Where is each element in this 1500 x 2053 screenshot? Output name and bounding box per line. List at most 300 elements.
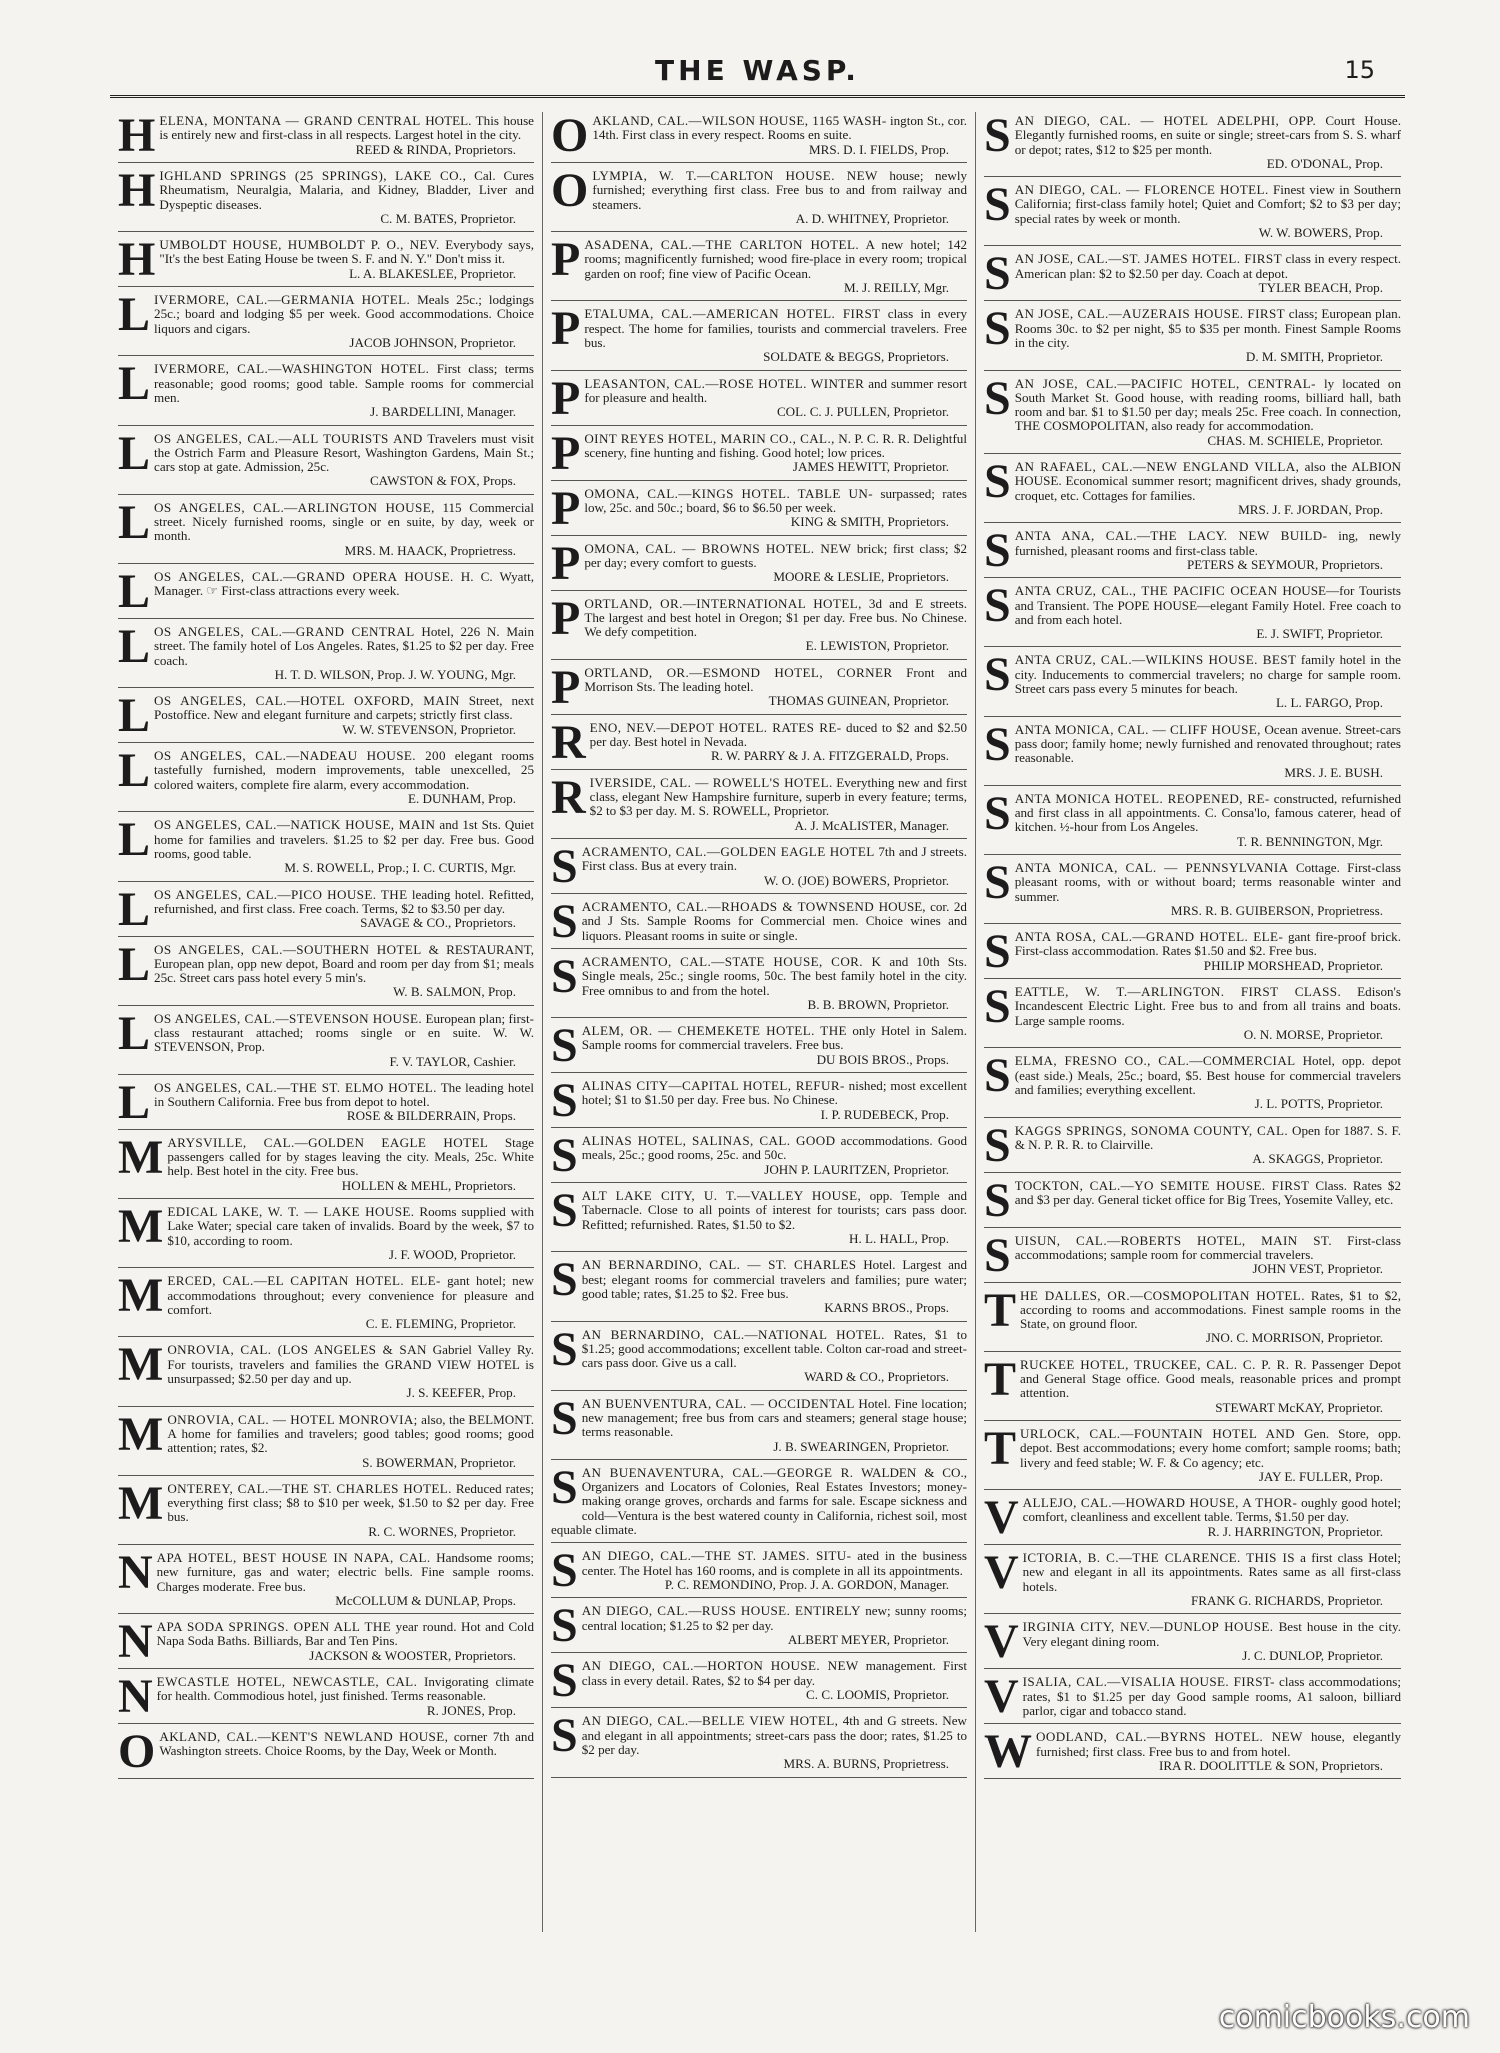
drop-cap-initial: S [984, 302, 1011, 356]
hotel-advertisement [118, 1725, 535, 1779]
ad-heading: AN BERNARDINO, CAL. — ST. CHARLES [581, 1257, 857, 1273]
ad-proprietor: ROSE & BILDERRAIN, Props. [346, 1108, 516, 1124]
hotel-advertisement [551, 536, 968, 591]
ad-proprietor: MOORE & LESLIE, Proprietors. [773, 569, 949, 585]
ad-proprietor: J. F. WOOD, Proprietor. [388, 1246, 516, 1262]
hotel-advertisement [551, 1322, 967, 1391]
ad-heading: AN RAFAEL, CAL.—NEW ENGLAND VILLA, [1014, 459, 1300, 475]
drop-cap-initial: L [118, 288, 151, 342]
hotel-advertisement [551, 660, 968, 715]
ad-body: ly located on South Market St. Good house, with reading rooms, billiard hall, bath room and bar. $1 to $1.50 per day; meals 25c. Free coach. In connection, THE COSMOPOLITAN, also ready for accommodation. [1014, 375, 1401, 434]
ad-heading: ELMA, FRESNO CO., CAL.—COMMERCIAL [1014, 1053, 1296, 1069]
ad-body: oughly good hotel; comfort, cleanliness and excellent table. Terms, $1.50 per day. [1022, 1495, 1401, 1525]
drop-cap-initial: S [984, 247, 1011, 301]
ad-proprietor: JOHN P. LAURITZEN, Proprietor. [764, 1161, 949, 1177]
drop-cap-initial: L [118, 937, 151, 991]
ad-heading: IGHLAND SPRINGS (25 SPRINGS), LAKE CO., [159, 168, 467, 183]
ad-body: Rates, $1 to $1.25; good accommodations; excellent table. Colton car-road and street-cars pass door. Give us a call. [581, 1326, 967, 1371]
ad-body: corner 7th and Washington streets. Choice Rooms, by the Day, Week or Month. [159, 1729, 535, 1759]
ad-body: Rooms supplied with Lake Water; special care taken of invalids. Board by the week, $7 to $10, according to room. [167, 1204, 534, 1248]
ad-heading: TOCKTON, CAL.—YO SEMITE HOUSE. FIRST [1014, 1177, 1310, 1193]
ad-proprietor: M. S. ROWELL, Prop.; I. C. CURTIS, Mgr. [284, 860, 516, 876]
ad-proprietor: L. A. BLAKESLEE, Proprietor. [349, 265, 516, 281]
ad-heading: APA HOTEL, BEST HOUSE IN NAPA, CAL. [156, 1550, 431, 1565]
hotel-advertisement [118, 1338, 535, 1406]
ad-heading: AN DIEGO, CAL.—BELLE VIEW HOTEL, [581, 1713, 839, 1729]
drop-cap-initial: L [118, 813, 151, 867]
drop-cap-initial: O [551, 112, 589, 162]
ad-heading: ISALIA, CAL.—VISALIA HOUSE. FIRST- [1022, 1674, 1275, 1690]
hotel-advertisement [118, 1075, 534, 1130]
hotel-advertisement [551, 715, 967, 770]
ad-proprietor: CHAS. M. SCHIELE, Proprietor. [1207, 432, 1383, 448]
ad-proprietor: O. N. MORSE, Proprietor. [1243, 1027, 1383, 1043]
hotel-advertisement [551, 1184, 967, 1252]
drop-cap-initial: M [118, 1200, 164, 1254]
drop-cap-initial: S [984, 1228, 1011, 1282]
ad-body: surpassed; rates low, 25c. and 50c.; board, $6 to $6.50 per week. [584, 485, 967, 515]
ad-proprietor: TYLER BEACH, Prop. [1258, 279, 1383, 295]
ad-proprietor: ALBERT MEYER, Proprietor. [787, 1631, 949, 1647]
hotel-advertisement [551, 371, 968, 426]
ad-heading: ICTORIA, B. C.—THE CLARENCE. THIS IS [1022, 1550, 1295, 1566]
ad-proprietor: JACKSON & WOOSTER, Proprietors. [309, 1647, 516, 1663]
hotel-advertisement [984, 1352, 1401, 1421]
ad-heading: OS ANGELES, CAL.—ALL TOURISTS AND [154, 430, 423, 446]
hotel-advertisement [118, 1670, 534, 1724]
ad-body: a first class Hotel; new and elegant in all its appointments. Rates same as all first-class hotels. [1022, 1550, 1402, 1594]
drop-cap-initial: S [984, 579, 1011, 633]
hotel-advertisement [551, 1074, 967, 1128]
ad-heading: IVERSIDE, CAL. — ROWELL'S HOTEL. [589, 774, 833, 790]
hotel-advertisement [551, 164, 967, 232]
drop-cap-initial: M [118, 1407, 164, 1461]
drop-cap-initial: S [984, 112, 1011, 162]
ad-heading: APA SODA SPRINGS. OPEN ALL THE [156, 1619, 392, 1635]
drop-cap-initial: S [984, 786, 1011, 840]
drop-cap-initial: L [118, 426, 151, 480]
ad-heading: AKLAND, CAL.—WILSON HOUSE, 1165 WASH- [592, 113, 887, 128]
hotel-advertisement [984, 371, 1401, 454]
ad-heading: AN JOSE, CAL.—ST. JAMES HOTEL. FIRST [1014, 251, 1282, 267]
drop-cap-initial: L [118, 1006, 151, 1060]
ad-body: R. Passenger Depot and General Stage office. Good meals, reasonable prices and prompt attention. [1020, 1356, 1401, 1401]
drop-cap-initial: S [551, 1654, 578, 1708]
hotel-advertisement [551, 1599, 967, 1653]
drop-cap-initial: S [551, 839, 578, 893]
ad-proprietor: W. W. BOWERS, Prop. [1258, 225, 1383, 241]
drop-cap-initial: L [118, 619, 151, 673]
drop-cap-initial: P [551, 591, 581, 645]
hotel-advertisement [118, 233, 534, 287]
ad-body: ing, newly furnished, pleasant rooms and first-class table. [1014, 528, 1402, 558]
drop-cap-initial: N [118, 1670, 153, 1724]
hotel-advertisement [551, 302, 967, 370]
hotel-advertisement [984, 1546, 1402, 1614]
ad-body: Ocean avenue. Street-cars pass door; family home; newly furnished and renovated throughout; rates reasonable. [1014, 721, 1401, 766]
drop-cap-initial: S [984, 524, 1011, 578]
drop-cap-initial: S [984, 855, 1011, 909]
hotel-advertisement [984, 112, 1401, 177]
ad-body: RESTAURANT, European plan, opp new depot, Board and room per day from $1; meals 25c. Street cars pass hotel every 5 min's. [154, 941, 534, 986]
ad-heading: AKLAND, CAL.—KENT'S NEWLAND HOUSE, [159, 1729, 449, 1745]
drop-cap-initial: H [118, 164, 156, 217]
ad-proprietor: MRS. D. I. FIELDS, Prop. [808, 141, 949, 157]
ad-heading: ANTA MONICA, CAL. — CLIFF HOUSE, [1014, 721, 1261, 737]
ad-heading: ACRAMENTO, CAL.—STATE HOUSE, COR. K [581, 953, 882, 969]
drop-cap-initial: S [551, 1544, 578, 1598]
ad-body: Gabriel Valley Ry. For tourists, travelers and families the GRAND VIEW HOTEL is unsurpassed; $2.50 per day and up. [167, 1342, 535, 1387]
hotel-advertisement [984, 247, 1401, 301]
ad-proprietor: E. DUNHAM, Prop. [407, 791, 516, 807]
drop-cap-initial: S [551, 1184, 578, 1238]
ad-proprietor: F. V. TAYLOR, Cashier. [389, 1053, 516, 1069]
ad-body: year round. Hot and Cold Napa Soda Baths. Billiards, Bar and Ten Pins. [156, 1619, 534, 1649]
hotel-advertisement [551, 426, 967, 481]
ad-body: Open for 1887. S. F. & N. P. R. R. to Clairville. [1014, 1122, 1401, 1152]
drop-cap-initial: S [984, 1173, 1011, 1227]
drop-cap-initial: S [551, 1253, 578, 1307]
hotel-advertisement [118, 564, 534, 619]
ad-proprietor: J. BARDELLINI, Manager. [370, 404, 516, 420]
ad-heading: LEASANTON, CAL.—ROSE HOTEL. WINTER [584, 375, 865, 391]
ad-heading: RUCKEE HOTEL, TRUCKEE, CAL. C. P. R. [1020, 1356, 1290, 1372]
drop-cap-initial: L [118, 882, 151, 936]
drop-cap-initial: P [551, 660, 581, 714]
ad-heading: OMONA, CAL. — BROWNS HOTEL. NEW [584, 540, 852, 556]
ad-heading: OS ANGELES, CAL.—THE ST. ELMO HOTEL. [154, 1079, 437, 1095]
drop-cap-initial: V [984, 1615, 1019, 1669]
ad-body: First-class accommodations; sample room for commercial travelers. [1014, 1232, 1401, 1262]
watermark: comicbooks.com [1218, 2000, 1470, 2035]
ad-heading: EATTLE, W. T.—ARLINGTON. FIRST CLASS. [1014, 984, 1342, 1000]
ad-body: ated in the business center. The Hotel has 160 rooms, and is complete in all its appointments. [581, 1548, 968, 1578]
hotel-advertisement [984, 1118, 1401, 1173]
ad-proprietor: I. P. RUDEBECK, Prop. [820, 1106, 949, 1122]
ad-body: WALDEN & CO., Organizers and Locators of Colonies, Real Estates Investors; money-making orange groves, orchards and farms for sale. Escape sickness and cold—Ventura is the best watered county in California, richest soil, most equable climate. [551, 1464, 967, 1538]
ad-body: 115 Commercial street. Nicely furnished rooms, single or en suite, by day, week or month. [154, 499, 534, 544]
ad-body: Hotel, opp. depot (east side.) Meals, 25c.; board, $5. Best house for commercial travelers and families; everything excellent. [1014, 1053, 1401, 1097]
hotel-advertisement [984, 1228, 1401, 1283]
ad-heading: ERCED, CAL.—EL CAPITAN HOTEL. ELE- [167, 1273, 441, 1289]
ad-proprietor: W. W. STEVENSON, Proprietor. [342, 721, 516, 737]
hotel-advertisement [118, 1200, 534, 1268]
ad-body: duced to $2 and $2.50 per day. Best hotel in Nevada. [589, 719, 967, 750]
ad-proprietor: J. L. POTTS, Proprietor. [1254, 1096, 1383, 1112]
ad-heading: KAGGS SPRINGS, SONOMA COUNTY, CAL. [1014, 1122, 1289, 1138]
drop-cap-initial: L [118, 495, 151, 549]
drop-cap-initial: S [551, 894, 578, 948]
ad-proprietor: REED & RINDA, Proprietors. [355, 141, 516, 157]
hotel-advertisement [551, 233, 967, 301]
ad-heading: ANTA CRUZ, CAL., THE PACIFIC OCEAN [1014, 583, 1278, 599]
ad-proprietor: J. B. SWEARINGEN, Proprietor. [773, 1438, 949, 1454]
hotel-advertisement [984, 1173, 1401, 1228]
drop-cap-initial: V [984, 1546, 1019, 1600]
ad-proprietor: E. J. SWIFT, Proprietor. [1256, 626, 1383, 642]
drop-cap-initial: T [984, 1352, 1017, 1406]
ad-body: Everything new and first class, elegant New Hampshire furniture, superb in every feature; terms, $2 to $3 per day. M. S. ROWELL, Proprietor. [589, 774, 967, 819]
drop-cap-initial: M [118, 1338, 164, 1392]
ad-proprietor: JAY E. FULLER, Prop. [1258, 1468, 1383, 1484]
ad-proprietor: R. W. PARRY & J. A. FITZGERALD, Props. [710, 748, 949, 764]
drop-cap-initial: V [984, 1670, 1019, 1724]
ad-proprietor: JACOB JOHNSON, Proprietor. [349, 335, 516, 351]
hotel-advertisement [984, 1491, 1401, 1545]
hotel-advertisement [118, 164, 534, 232]
hotel-advertisement [984, 980, 1401, 1048]
ad-body: Hotel. Largest and best; elegant rooms for commercial travelers and families; pure water; good table; rates, $1.25 to $2. Free bus. [581, 1257, 967, 1301]
ad-proprietor: HOLLEN & MEHL, Proprietors. [341, 1177, 516, 1193]
hotel-advertisement [118, 1546, 534, 1614]
ad-body: A new hotel; 142 rooms; magnificently furnished; wood fire-place in every room; tropical garden on roof; fine view of Pacific Ocean. [584, 237, 967, 281]
ad-proprietor: E. LEWISTON, Proprietor. [805, 638, 949, 654]
ad-body: HOUSE, cor. 2d and J Sts. Sample Rooms for Commercial men. Choice wines and liquors. Pleasant rooms in suite or single. [581, 898, 967, 943]
hotel-advertisement [551, 1460, 967, 1543]
ad-heading: OS ANGELES, CAL.—GRAND CENTRAL [154, 623, 415, 639]
ad-body: Reduced rates; everything first class; $8 to $10 per week, $1.50 to $2 per day. Free bus. [167, 1480, 534, 1525]
drop-cap-initial: L [118, 564, 151, 618]
hotel-advertisement [551, 112, 967, 163]
ad-heading: ALT LAKE CITY, U. T.—VALLEY HOUSE, [581, 1188, 862, 1204]
ad-proprietor: MRS. J. E. BUSH. [1284, 764, 1383, 780]
hotel-advertisement [984, 648, 1401, 716]
hotel-advertisement [118, 495, 534, 564]
ad-heading: ANTA ANA, CAL.—THE LACY. NEW BUILD- [1014, 528, 1328, 544]
hotel-advertisement [118, 1615, 534, 1669]
ad-proprietor: MRS. A. BURNS, Proprietress. [783, 1756, 949, 1772]
hotel-advertisement [984, 579, 1402, 647]
drop-cap-initial: O [118, 1725, 156, 1779]
hotel-advertisement [118, 1006, 534, 1075]
ad-heading: ETALUMA, CAL.—AMERICAN HOTEL. FIRST [584, 306, 881, 322]
ad-heading: OS ANGELES, CAL.—STEVENSON HOUSE. [154, 1010, 423, 1026]
ad-proprietor: W. O. (JOE) BOWERS, Proprietor. [764, 872, 949, 888]
ad-body: European plan; first-class restaurant attached; rooms single or en suite. W. W. STEVENSON, Prop. [154, 1010, 534, 1055]
ad-heading: ARYSVILLE, CAL.—GOLDEN EAGLE HOTEL [167, 1134, 489, 1150]
hotel-advertisement [551, 949, 967, 1018]
hotel-advertisement [118, 426, 534, 495]
drop-cap-initial: M [118, 1269, 164, 1323]
ad-heading: ACRAMENTO, CAL.—RHOADS & TOWNSEND [581, 898, 875, 914]
drop-cap-initial: M [118, 1130, 164, 1184]
hotel-advertisement [551, 1654, 967, 1708]
drop-cap-initial: S [984, 1118, 1011, 1172]
ad-proprietor: JNO. C. MORRISON, Proprietor. [1205, 1330, 1383, 1346]
ad-body: N. P. C. R. R. Delightful scenery, fine hunting and fishing. Good hotel; low prices. [584, 430, 967, 460]
ad-body: constructed, refurnished and first class in all appointments. C. Consa'lo, famous caterer, head of kitchen. ½-hour from Los Angeles. [1014, 790, 1401, 835]
hotel-advertisement [551, 1709, 967, 1777]
ad-proprietor: MRS. M. HAACK, Proprietress. [344, 542, 516, 558]
hotel-advertisement [984, 1615, 1401, 1669]
ad-body: ington St., cor. 14th. First class in every respect. Rooms en suite. [592, 113, 967, 143]
ad-proprietor: A. SKAGGS, Proprietor. [1252, 1151, 1383, 1167]
ad-body: and 10th Sts. Single meals, 25c.; single rooms, 50c. The best family hotel in the city. Free omnibus to and from the hotel. [581, 953, 967, 998]
drop-cap-initial: S [984, 455, 1011, 509]
ad-heading: ORTLAND, OR.—ESMOND HOTEL, CORNER [584, 664, 893, 680]
ad-body: Stage passengers called for by stages leaving the city. Meals, 25c. White help. Best hotel in the city. Free bus. [167, 1134, 534, 1179]
drop-cap-initial: P [551, 233, 581, 287]
ad-body: leading hotel. Refitted, refurnished, and first class. Free coach. Terms, $2 to $3.50 per day. [154, 886, 534, 916]
ad-body: accommodations. Good meals, 25c.; good rooms, 25c. and 50c. [581, 1133, 967, 1163]
ad-body: Travelers must visit the Ostrich Farm and Pleasure Resort, Washington Gardens, Main St.; cars stop at gate. Admission, 25c. [154, 430, 534, 475]
ad-heading: ORTLAND, OR.—INTERNATIONAL HOTEL, [584, 595, 862, 611]
ad-heading: AN DIEGO, CAL. — HOTEL ADELPHI, OPP. [1014, 113, 1317, 128]
ad-body: brick; first class; $2 per day; every comfort to guests. [584, 540, 968, 570]
hotel-advertisement [118, 1269, 534, 1337]
ad-body: Everybody says, "It's the best Eating House be tween S. F. and N. Y." Don't miss it. [159, 237, 534, 267]
ad-body: Court House. Elegantly furnished rooms, en suite or single; street-cars from S. S. wharf or depot; rates, $12 to $25 per month. [1014, 113, 1401, 157]
ad-body: class; European plan. Rooms 30c. to $2 per night, $5 to $35 per month. Finest Sample Rooms in the city. [1014, 306, 1401, 350]
hotel-advertisement [551, 1129, 967, 1183]
ad-body: Cottage. First-class pleasant rooms, with or without board; terms reasonable winter and summer. [1014, 859, 1402, 904]
drop-cap-initial: R [551, 770, 586, 824]
ad-heading: ACRAMENTO, CAL.—GOLDEN EAGLE HOTEL [581, 843, 875, 859]
ad-proprietor: R. JONES, Prop. [426, 1702, 516, 1718]
hotel-advertisement [118, 882, 534, 937]
ad-heading: URLOCK, CAL.—FOUNTAIN HOTEL AND [1020, 1425, 1296, 1441]
ad-heading: UMBOLDT HOUSE, HUMBOLDT P. O., NEV. [159, 237, 440, 253]
ad-proprietor: JAMES HEWITT, Proprietor. [792, 459, 949, 475]
ad-body: Invigorating climate for health. Commodious hotel, just finished. Terms reasonable. [156, 1674, 534, 1704]
ad-proprietor: KING & SMITH, Proprietors. [790, 514, 949, 530]
ad-body: gant fire-proof brick. First-class accommodation. Rates $1.50 and $2. Free bus. [1014, 929, 1401, 959]
directory-column-1 [110, 112, 543, 1932]
drop-cap-initial: L [118, 1075, 151, 1129]
hotel-advertisement [118, 1407, 534, 1476]
hotel-advertisement [551, 481, 967, 536]
drop-cap-initial: V [984, 1491, 1019, 1545]
ad-heading: EWCASTLE HOTEL, NEWCASTLE, CAL. [156, 1674, 418, 1690]
publication-title: THE WASP. [655, 54, 860, 87]
ad-body: opp. Temple and Tabernacle. Close to all points of interest for tourists; cars pass door. Refitted; refurnished. Rates, $1.50 to $2. [581, 1188, 967, 1232]
ad-body: Finest view in Southern California; first-class family hotel; Quiet and Comfort; $2 to $3 per day; special rates by week or month. [1014, 182, 1402, 226]
ad-body: The leading hotel in Southern California. Free bus from depot to hotel. [154, 1079, 534, 1110]
ad-heading: UISUN, CAL.—ROBERTS HOTEL, MAIN ST. [1014, 1232, 1332, 1248]
ad-body: class accommodations; rates, $1 to $1.25 per day Good sample rooms, A1 saloon, billiard parlor, cigar and tobacco stand. [1022, 1674, 1401, 1718]
ad-body: Hotel. Fine location; new management; free bus from cars and steamers; general stage house; terms reasonable. [581, 1395, 967, 1440]
drop-cap-initial: S [551, 1322, 578, 1376]
drop-cap-initial: S [984, 648, 1011, 702]
ad-body: only Hotel in Salem. Sample rooms for commercial travelers. Free bus. [581, 1023, 967, 1053]
ad-body: 4th and G streets. New and elegant in all appointments; street-cars pass the door; rates, $1.25 to $2 per day. [581, 1713, 967, 1757]
hotel-advertisement [984, 1421, 1401, 1490]
drop-cap-initial: S [984, 980, 1011, 1034]
hotel-advertisement [118, 619, 534, 688]
ad-proprietor: B. B. BROWN, Proprietor. [807, 996, 949, 1012]
ad-heading: ONTEREY, CAL.—THE ST. CHARLES HOTEL. [167, 1480, 452, 1496]
ad-proprietor: WARD & CO., Proprietors. [804, 1369, 949, 1385]
ad-heading: OS ANGELES, CAL.—HOTEL OXFORD, MAIN [154, 693, 460, 709]
drop-cap-initial: S [551, 1709, 578, 1763]
drop-cap-initial: S [551, 1074, 578, 1128]
drop-cap-initial: S [551, 1599, 578, 1653]
ad-body: HOTEL. This house is entirely new and first-class in all respects. Largest hotel in the city. [159, 113, 534, 143]
ad-body: house; newly furnished; everything first class. Free bus to and from railway and steamers. [592, 168, 967, 212]
ad-proprietor: W. B. SALMON, Prop. [393, 984, 516, 1000]
ad-proprietor: FRANK G. RICHARDS, Proprietor. [1190, 1593, 1383, 1608]
ad-body: Edison's Incandescent Electric Light. Free bus to and from all trains and boats. Large sample rooms. [1014, 984, 1401, 1028]
hotel-advertisement [118, 1476, 534, 1545]
ad-proprietor: A. D. WHITNEY, Proprietor. [795, 210, 949, 226]
drop-cap-initial: T [984, 1421, 1017, 1475]
ad-heading: OODLAND, CAL.—BYRNS HOTEL. NEW [1036, 1729, 1303, 1745]
ad-proprietor: C. M. BATES, Proprietor. [380, 210, 516, 226]
ad-heading: AN BUENAVENTURA, CAL.—GEORGE R. [581, 1464, 854, 1480]
drop-cap-initial: S [984, 717, 1011, 771]
hotel-advertisement [984, 786, 1401, 855]
ad-heading: AN BUENVENTURA, CAL. — OCCIDENTAL [581, 1395, 855, 1411]
page-number: 15 [1344, 56, 1375, 84]
ad-body: gant hotel; new accommodations throughout; every convenience for pleasure and comfort. [167, 1273, 534, 1317]
hotel-advertisement [984, 1283, 1401, 1352]
ad-heading: AN DIEGO, CAL.—HORTON HOUSE. NEW [581, 1658, 859, 1674]
hotel-advertisement [118, 112, 534, 163]
ad-proprietor: D. M. SMITH, Proprietor. [1245, 349, 1383, 365]
ad-heading: OS ANGELES, CAL.—ARLINGTON HOUSE, [154, 499, 435, 515]
drop-cap-initial: S [551, 1460, 578, 1514]
ad-heading: AN DIEGO, CAL. — FLORENCE HOTEL. [1014, 182, 1269, 198]
drop-cap-initial: M [118, 1476, 164, 1530]
drop-cap-initial: H [118, 233, 156, 287]
ad-heading: IVERMORE, CAL.—GERMANIA HOTEL. [154, 292, 411, 308]
hotel-advertisement [984, 302, 1401, 370]
ad-proprietor: SAVAGE & CO., Proprietors. [360, 915, 516, 931]
drop-cap-initial: S [984, 178, 1011, 232]
ad-body: class in every respect. American plan: $2 to $2.50 per day. Coach at depot. [1014, 251, 1401, 281]
hotel-advertisement [984, 1049, 1401, 1117]
hotel-advertisement [551, 1544, 968, 1598]
ad-heading: AN DIEGO, CAL.—THE ST. JAMES. SITU- [581, 1548, 852, 1564]
ad-heading: ANTA ROSA, CAL.—GRAND HOTEL. ELE- [1014, 929, 1284, 945]
ad-body: Best house in the city. Very elegant dining room. [1022, 1619, 1401, 1649]
ad-heading: ANTA MONICA, CAL. — PENNSYLVANIA [1014, 859, 1289, 875]
directory-column-3 [976, 112, 1409, 1932]
ad-heading: ALLEJO, CAL.—HOWARD HOUSE, A THOR- [1022, 1495, 1298, 1511]
drop-cap-initial: S [551, 1019, 578, 1073]
ad-heading: IVERMORE, CAL.—WASHINGTON HOTEL. [154, 361, 430, 377]
ad-proprietor: KARNS BROS., Props. [824, 1300, 949, 1316]
ad-body: house, elegantly furnished; first class. Free bus to and from hotel. [1036, 1729, 1401, 1759]
ad-body: elegant rooms tastefully furnished, modern improvements, table unexcelled, 25 colored waiters, complete fire alarm, every accommodation. [154, 748, 534, 792]
hotel-directory [110, 112, 1410, 1932]
drop-cap-initial: S [984, 1049, 1011, 1103]
drop-cap-initial: S [551, 1129, 578, 1183]
drop-cap-initial: P [551, 536, 581, 590]
ad-body: Meals 25c.; lodgings 25c.; board and lodging $5 per week. Good accommodations. Choice liquors and cigars. [154, 292, 534, 336]
hotel-advertisement [551, 770, 967, 839]
ad-proprietor: ED. O'DONAL, Prop. [1266, 155, 1383, 171]
hotel-advertisement [118, 1130, 534, 1199]
hotel-advertisement [984, 524, 1402, 578]
ad-heading: AN BERNARDINO, CAL.—NATIONAL HOTEL. [581, 1326, 885, 1342]
ad-heading: OS ANGELES, CAL.—GRAND OPERA HOUSE. [154, 568, 454, 584]
ad-heading: ALINAS CITY—CAPITAL HOTEL, REFUR- [581, 1078, 845, 1094]
ad-proprietor: PHILIP MORSHEAD, Proprietor. [1203, 957, 1383, 973]
hotel-advertisement [984, 717, 1401, 786]
ad-heading: ONROVIA, CAL. (LOS ANGELES & SAN [167, 1342, 427, 1358]
ad-proprietor: R. J. HARRINGTON, Proprietor. [1207, 1523, 1383, 1539]
ad-body: Rates, $1 to $2, according to rooms and accommodations. Finest sample rooms in the State, on ground floor. [1020, 1287, 1401, 1332]
ad-heading: AN JOSE, CAL.—PACIFIC HOTEL, CENTRAL- [1014, 375, 1316, 391]
ad-heading: ASADENA, CAL.—THE CARLTON HOTEL. [584, 237, 860, 253]
ad-proprietor: SOLDATE & BEGGS, Proprietors. [763, 349, 949, 365]
drop-cap-initial: R [551, 715, 586, 769]
ad-heading: LYMPIA, W. T.—CARLTON HOUSE. NEW [592, 168, 878, 183]
ad-body: 3d and E streets. The largest and best hotel in Oregon; $1 per day. Free bus. No Chinese. We defy competition. [584, 595, 967, 640]
hotel-advertisement [984, 1670, 1401, 1724]
hotel-advertisement [118, 288, 534, 356]
